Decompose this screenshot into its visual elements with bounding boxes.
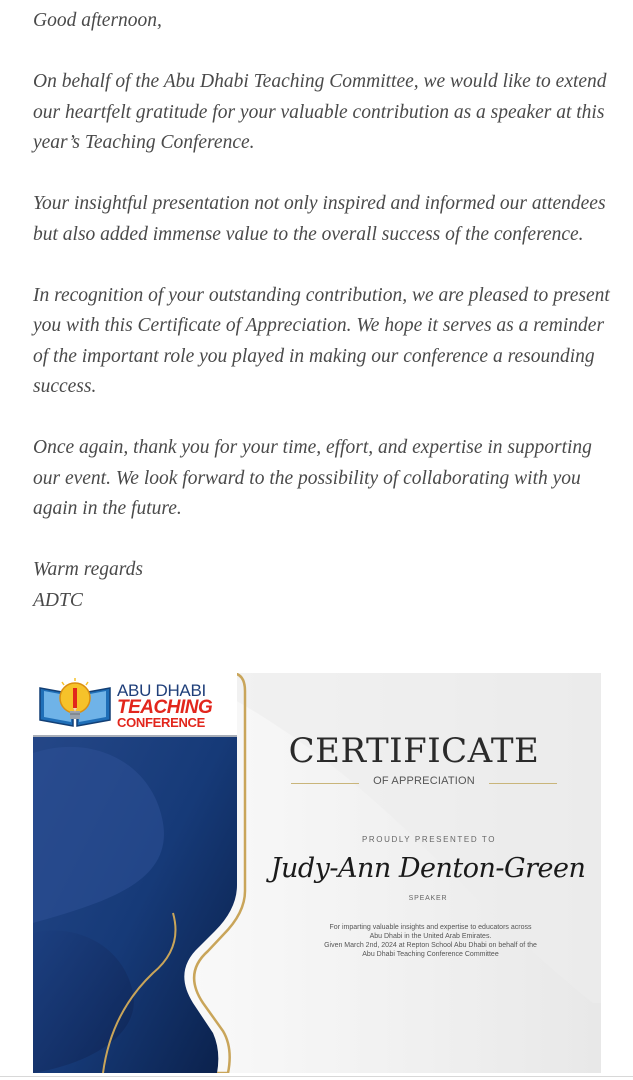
certificate-image[interactable] (33, 673, 601, 1073)
greeting: Good afternoon, (33, 10, 162, 31)
recipient-role: SPEAKER (408, 895, 448, 902)
conference-logo (33, 673, 237, 737)
paragraph-thanks: On behalf of the Abu Dhabi Teaching Committee, we would like to extend our heartfelt gratitude for your valuable contribution as a speaker at this year’s Teaching Conference. (33, 71, 607, 153)
paragraph-closing-thanks: Once again, thank you for your time, effort, and expertise in supporting our event. We look forward to the possibility of collaborating with you again in the future. (33, 437, 592, 519)
logo-text-conference: CONFERENCE (117, 715, 206, 730)
description-line: Abu Dhabi in the United Arab Emirates. (369, 933, 492, 940)
description-line: Abu Dhabi Teaching Conference Committee (362, 951, 499, 958)
email-body (33, 6, 623, 616)
certificate-subtitle: OF APPRECIATION (373, 775, 475, 787)
closing: Warm regards (33, 559, 143, 580)
signature: ADTC (33, 589, 83, 611)
logo-text-abu-dhabi: ABU DHABI (117, 681, 206, 700)
open-book-lightbulb-icon (36, 676, 114, 732)
certificate-description (303, 923, 558, 959)
presented-to-label: PROUDLY PRESENTED TO (361, 835, 497, 844)
description-line: Given March 2nd, 2024 at Repton School Abu Dhabi on behalf of the (324, 942, 537, 949)
subtitle-rule-right (489, 783, 557, 784)
certificate-title: CERTIFICATE (288, 731, 540, 771)
description-line: For imparting valuable insights and expertise to educators across (329, 924, 532, 931)
paragraph-presentation: Your insightful presentation not only inspired and informed our attendees but also added immense value to the overall success of the conference. (33, 193, 606, 245)
paragraph-recognition: In recognition of your outstanding contribution, we are pleased to present you with this Certificate of Appreciation. We hope it serves as a reminder of the important role you played in making our conference a resounding success. (33, 284, 610, 397)
logo-text-teaching: TEACHING (117, 697, 213, 718)
recipient-name: Judy-Ann Denton-Green (270, 853, 586, 884)
divider (0, 1076, 633, 1077)
